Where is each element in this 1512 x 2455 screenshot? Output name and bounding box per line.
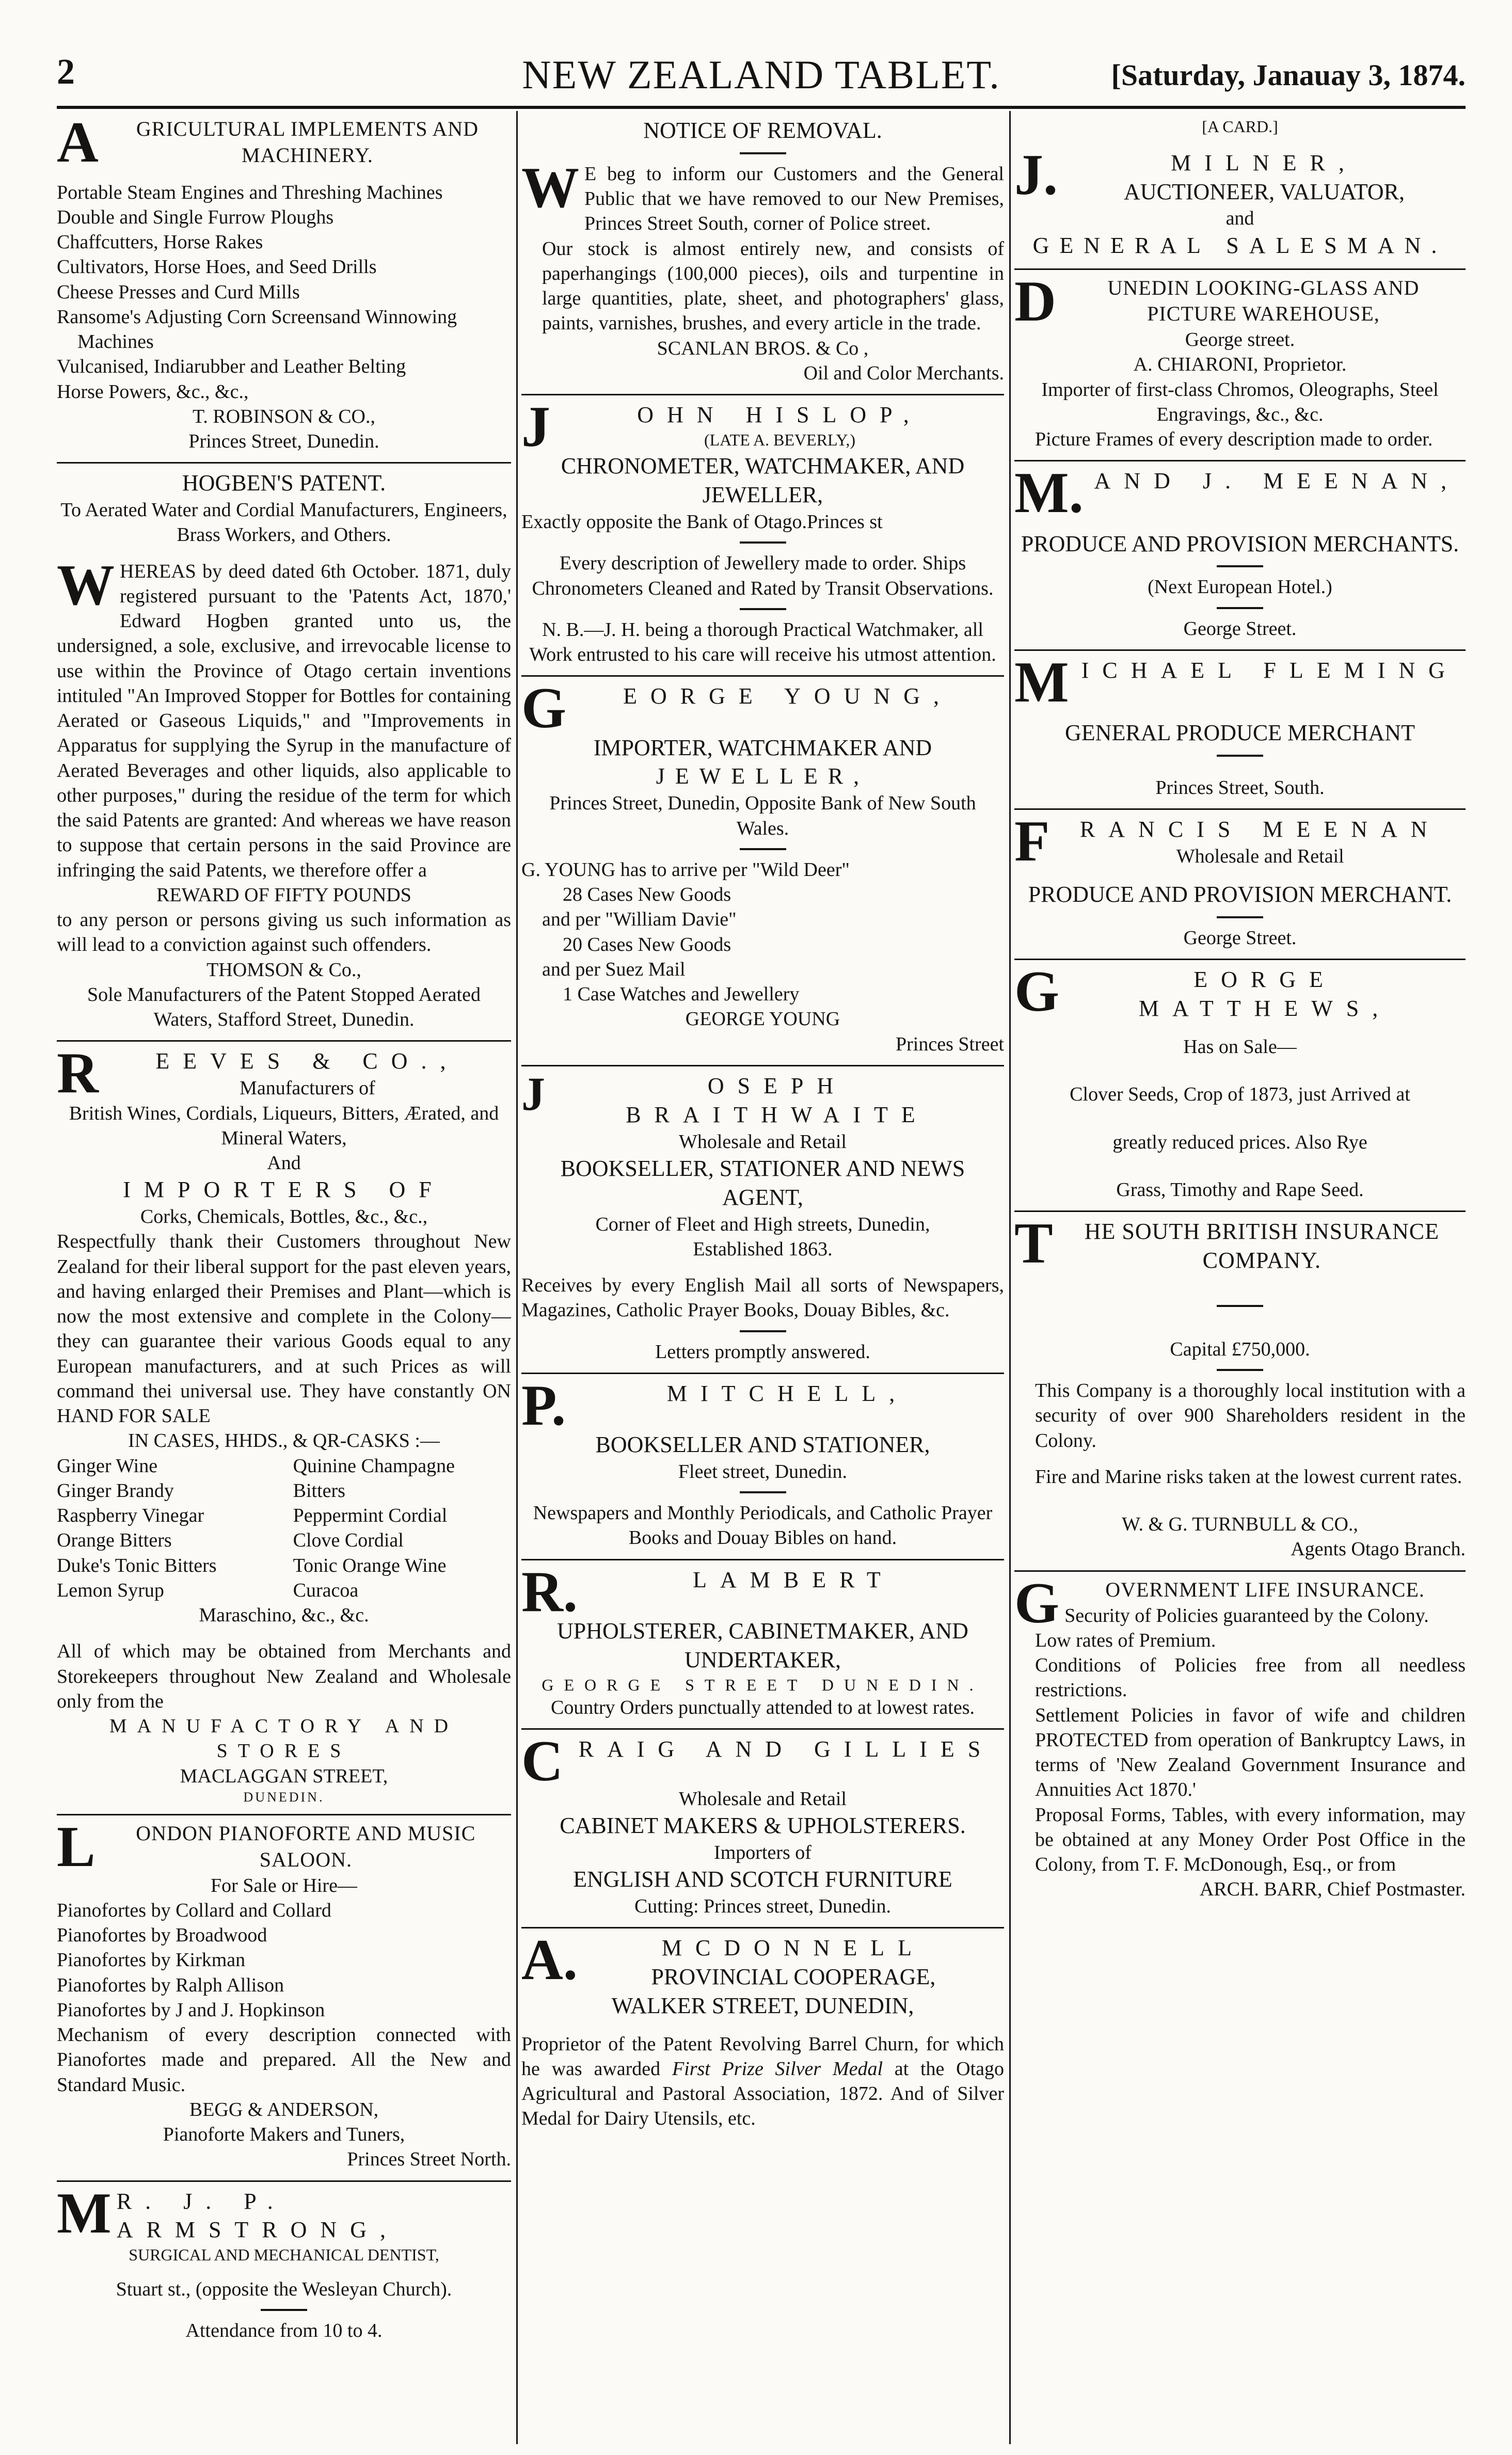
divider: [1217, 565, 1263, 567]
drop-cap: J: [521, 1067, 545, 1120]
product-row: [57, 1528, 511, 1553]
trade-line: GENERAL PRODUCE MERCHANT: [1065, 720, 1415, 746]
ad-government-life-insurance: [1014, 1572, 1466, 1910]
ad-title: MCDONNELL: [661, 1935, 926, 1961]
product-name: Clove Cordial: [293, 1529, 404, 1552]
firm-name: THOMSON & Co.,: [206, 959, 361, 981]
firm-address: WALKER STREET, DUNEDIN,: [611, 1992, 914, 2018]
street-line: Princes Street, South.: [1155, 776, 1325, 799]
product-name: Quinine Champagne: [293, 1455, 455, 1477]
firm-name: T. ROBINSON & CO.,: [193, 405, 375, 427]
ad-body: Country Orders punctually attended to at lowest rates.: [550, 1697, 975, 1719]
ad-subtitle: Wholesale and Retail: [679, 1788, 847, 1810]
masthead: [57, 46, 1466, 108]
drop-cap: D: [1014, 269, 1056, 333]
drop-cap: C: [521, 1729, 563, 1794]
drop-cap: M.: [1014, 461, 1084, 525]
drop-cap: J.: [1014, 142, 1058, 207]
ad-j-milner: [1014, 111, 1466, 270]
ad-body: Picture Frames of every description made to order.: [1035, 428, 1433, 451]
divider: [740, 152, 786, 154]
body-text: Proprietor of the Patent Revolving Barrel Churn, for which he was awarded: [521, 2033, 1004, 2080]
divider: [1217, 607, 1263, 609]
ad-subtitle: Wholesale and Retail: [679, 1130, 847, 1153]
ad-title: OSEPH BRAITHWAITE: [626, 1073, 929, 1127]
divider: [740, 608, 786, 610]
ad-r-lambert: [521, 1560, 1004, 1730]
product-line: Corks, Chemicals, Bottles, &c., &c.,: [140, 1206, 428, 1228]
product-row: [57, 1478, 511, 1503]
page-number: 2: [57, 52, 75, 92]
ad-reeves-and-co: [57, 1042, 511, 1815]
footer-line: Letters promptly answered.: [655, 1341, 870, 1363]
ad-body: Mechanism of every description connected with Pianofortes made and prepared. All the New and Standard Music.: [57, 2024, 511, 2096]
list-item: Double and Single Furrow Ploughs: [57, 206, 334, 228]
goods-line: ENGLISH AND SCOTCH FURNITURE: [573, 1866, 952, 1892]
trade-line: UPHOLSTERER, CABINETMAKER, AND UNDERTAKER,: [557, 1618, 968, 1672]
firm-name: SCANLAN BROS. & Co ,: [657, 337, 869, 359]
drop-cap: W: [521, 155, 579, 220]
and-line: and: [1225, 208, 1254, 230]
established-line: Established 1863.: [693, 1238, 833, 1260]
ad-subtitle: Manufacturers of: [240, 1077, 375, 1099]
arrival-detail: 1 Case Watches and Jewellery: [563, 983, 800, 1005]
column-2: [521, 111, 1004, 2444]
list-item: Horse Powers, &c., &c.,: [57, 380, 249, 403]
cases-line: IN CASES, HHDS., & QR-CASKS :—: [128, 1430, 440, 1452]
product-name: Duke's Tonic Bitters: [57, 1554, 217, 1576]
firm-address: Princes Street, Dunedin.: [188, 431, 379, 453]
firm-address: Cutting: Princes street, Dunedin.: [634, 1895, 892, 1917]
ad-body: Clover Seeds, Crop of 1873, just Arrived at: [1070, 1083, 1410, 1106]
trade-line: PRODUCE AND PROVISION MERCHANTS.: [1021, 531, 1459, 556]
drop-cap: G: [1014, 960, 1060, 1024]
product-name: Maraschino, &c., &c.: [199, 1604, 369, 1627]
column-rule: [516, 111, 518, 2444]
drop-cap: R: [57, 1041, 99, 1106]
arrival-detail: 20 Cases New Goods: [563, 933, 731, 955]
ad-p-mitchell: [521, 1374, 1004, 1560]
product-list: [57, 1898, 511, 2022]
ad-michael-fleming: [1014, 651, 1466, 810]
list-item: Ransome's Adjusting Corn Screensand Winnowing Machines: [57, 306, 457, 353]
ad-hogbens-patent: [57, 464, 511, 1042]
divider: [740, 1491, 786, 1493]
ad-title: OVERNMENT LIFE INSURANCE.: [1105, 1577, 1425, 1601]
firm-name: BEGG & ANDERSON,: [189, 2098, 379, 2121]
arrival-detail: 28 Cases New Goods: [563, 884, 731, 905]
product-name: Ginger Wine: [57, 1455, 158, 1477]
signature: GEORGE YOUNG: [685, 1008, 840, 1030]
ad-title: EORGE MATTHEWS,: [1138, 967, 1392, 1022]
drop-cap: M: [1014, 650, 1069, 714]
drop-cap: P.: [521, 1373, 566, 1438]
trade-line: BOOKSELLER AND STATIONER,: [595, 1431, 930, 1457]
product-name: Bitters: [293, 1479, 345, 1502]
list-item: Cheese Presses and Curd Mills: [57, 281, 300, 303]
ad-subtitle: (LATE A. BEVERLY,): [704, 431, 856, 449]
ad-subtitle: Has on Sale—: [1183, 1036, 1297, 1058]
list-item: Pianofortes by Broadwood: [57, 1924, 267, 1947]
hours-line: Attendance from 10 to 4.: [185, 2320, 383, 2342]
firm-description: Sole Manufacturers of the Patent Stopped Aerated Waters, Stafford Street, Dunedin.: [87, 983, 481, 1031]
trade-line: IMPORTER, WATCHMAKER AND: [593, 735, 932, 760]
firm-address: Princes Street, Dunedin, Opposite Bank of New South Wales.: [549, 792, 976, 839]
ad-title: HOGBEN'S PATENT.: [182, 470, 386, 496]
drop-cap: M: [57, 2181, 112, 2245]
ad-subtitle: For Sale or Hire—: [211, 1874, 357, 1896]
firm-address: Fleet street, Dunedin.: [678, 1460, 848, 1482]
product-row: [57, 1454, 511, 1478]
ad-a-mcdonnell: [521, 1928, 1004, 2140]
trade-line: JEWELLER,: [656, 763, 870, 789]
product-row: [57, 1553, 511, 1578]
drop-cap: T: [1014, 1211, 1053, 1276]
drop-cap: A.: [521, 1928, 578, 1992]
ad-joseph-braithwaite: [521, 1066, 1004, 1374]
drop-cap: L: [57, 1814, 96, 1879]
firm-address: Stuart st., (opposite the Wesleyan Church).: [116, 2278, 452, 2300]
ad-body: Low rates of Premium.: [1035, 1629, 1216, 1651]
ad-title: HE SOUTH BRITISH INSURANCE COMPANY.: [1084, 1219, 1439, 1273]
ad-george-young: [521, 677, 1004, 1066]
masthead-rule: [57, 106, 1466, 109]
drop-cap: A: [57, 111, 99, 174]
paper-title: NEW ZEALAND TABLET.: [522, 52, 1000, 97]
list-item: Pianofortes by Collard and Collard: [57, 1899, 331, 1921]
ad-subtitle: Wholesale and Retail: [1176, 846, 1344, 868]
street-line: George Street.: [1183, 927, 1297, 949]
ad-body: E beg to inform our Customers and the General Public that we have removed to our New Premises, Princes Street South, corner of Police street.: [584, 163, 1004, 235]
divider: [1217, 1305, 1263, 1307]
column-rule: [1009, 111, 1011, 2444]
list-item: Pianofortes by Ralph Allison: [57, 1974, 284, 1996]
ad-title: LAMBERT: [693, 1567, 894, 1592]
factory-line: MANUFACTORY AND STORES: [109, 1715, 459, 1762]
ad-title: NOTICE OF REMOVAL.: [643, 118, 882, 143]
ad-body: to any person or persons giving us such information as will lead to a conviction against such offenders.: [57, 909, 511, 956]
and-line: And: [267, 1152, 301, 1174]
ad-title: OHN HISLOP,: [637, 402, 922, 428]
arrival-detail: and per "William Davie": [542, 908, 737, 931]
list-item: Cultivators, Horse Hoes, and Seed Drills: [57, 256, 377, 278]
list-item: Vulcanised, Indiarubber and Leather Belting: [57, 356, 406, 378]
ad-body: Our stock is almost entirely new, and consists of paperhangings (100,000 pieces), oils and turpentine in large quantities, plate, sheet, and photographers' glass, paints, varnishes, brushes, and every article in the trade.: [542, 237, 1004, 334]
ad-body: Conditions of Policies free from all needless restrictions.: [1035, 1654, 1466, 1701]
ad-body: Grass, Timothy and Rape Seed.: [1116, 1178, 1364, 1201]
trade-line: CHRONOMETER, WATCHMAKER, AND JEWELLER,: [561, 453, 965, 508]
trade-line: SURGICAL AND MECHANICAL DENTIST,: [129, 2245, 439, 2265]
product-line: British Wines, Cordials, Liqueurs, Bitters, Ærated, and Mineral Waters,: [69, 1102, 499, 1149]
product-name: Curacoa: [293, 1579, 359, 1601]
trade-line: GENERAL SALESMAN.: [1032, 232, 1447, 258]
product-row: [57, 1503, 511, 1528]
firm-address: Corner of Fleet and High streets, Dunedin,: [595, 1213, 930, 1235]
ad-body: greatly reduced prices. Also Rye: [1112, 1131, 1367, 1153]
list-item: Portable Steam Engines and Threshing Machines: [57, 181, 443, 203]
list-item: Pianofortes by J and J. Hopkinson: [57, 1999, 325, 2021]
trade-line: CABINET MAKERS & UPHOLSTERERS.: [560, 1812, 966, 1838]
ad-title: MITCHELL,: [666, 1380, 909, 1406]
capital-line: Capital £750,000.: [1170, 1338, 1310, 1360]
street-line: MACLAGGAN STREET,: [180, 1765, 388, 1787]
product-table: [57, 1454, 511, 1603]
ad-body: Every description of Jewellery made to order. Ships Chronometers Cleaned and Rated by Transit Observations.: [532, 552, 994, 599]
city-line: DUNEDIN.: [243, 1789, 325, 1805]
divider: [1217, 755, 1263, 757]
ad-notice-of-removal: [521, 111, 1004, 395]
ad-london-pianoforte: [57, 1815, 511, 2182]
list-item: Chaffcutters, Horse Rakes: [57, 231, 263, 253]
trade-line: PRODUCE AND PROVISION MERCHANT.: [1028, 882, 1452, 907]
divider: [740, 848, 786, 850]
ad-body: Importer of first-class Chromos, Oleographs, Steel Engravings, &c., &c.: [1041, 378, 1439, 425]
product-name: Tonic Orange Wine: [293, 1554, 447, 1576]
firm-description: Oil and Color Merchants.: [803, 362, 1004, 384]
ad-south-british-insurance: [1014, 1212, 1466, 1572]
ad-title: ONDON PIANOFORTE AND MUSIC SALOON.: [136, 1821, 476, 1871]
card-label: [A CARD.]: [1202, 117, 1278, 136]
ad-body: HEREAS by deed dated 6th October. 1871, duly registered pursuant to the 'Patents Act, 1870,' Edward Hogben granted unto us, the undersigned, a sole, exclusive, and irrevocable license to use within the Province of Otago certain inventions intituled "An Improved Stopper for Bottles for containing Aerated or Gaseous Liquids," and "Improvements in Apparatus for supplying the Syrup in the manufacture of Aerated Beverages and other liquids, also applicable to other purposes," during the residue of the term for which the said Patents are granted: And whereas we have reason to suppose that certain persons in the said Province are infringing the said Patents, we therefore offer a: [57, 560, 511, 881]
ad-body: Fire and Marine risks taken at the lowest current rates.: [1035, 1465, 1462, 1488]
ad-title: MILNER,: [1171, 150, 1358, 176]
ad-body: This Company is a thoroughly local institution with a security of over 900 Shareholders resident in the Colony.: [1035, 1380, 1466, 1452]
signature-address: Princes Street: [895, 1033, 1004, 1055]
firm-description: Agents Otago Branch.: [1291, 1538, 1466, 1560]
ad-body: Respectfully thank their Customers throughout New Zealand for their liberal support for the past eleven years, and having enlarged their Premises and Plant—which is now the most extensive and complete in the Colony—they can guarantee their various Goods equal to any European manufacturers, and at such Prices as will command thei universal use. They have constantly ON HAND FOR SALE: [57, 1231, 511, 1427]
firm-name: W. & G. TURNBULL & CO.,: [1122, 1513, 1358, 1536]
importers-line: Importers of: [714, 1841, 811, 1863]
drop-cap: W: [57, 553, 115, 617]
product-name: Peppermint Cordial: [293, 1505, 448, 1527]
ad-body: Settlement Policies in favor of wife and children PROTECTED from operation of Bankruptcy Laws, in terms of 'New Zealand Government Insurance and Annuities Act 1870.': [1035, 1704, 1466, 1801]
ad-dunedin-looking-glass: [1014, 270, 1466, 462]
body-text: at the Otago Agricultural and Pastoral Association, 1872. And of Silver Medal for Dairy Utensils, etc.: [521, 2058, 1004, 2130]
ad-francis-meenan: [1014, 810, 1466, 960]
ad-body: Proposal Forms, Tables, with every information, may be obtained at any Money Order Post Office in the Colony, from T. F. McDonough, Esq., or from: [1035, 1804, 1466, 1876]
dateline: [Saturday, Janauay 3, 1874.: [1111, 58, 1466, 92]
divider: [740, 541, 786, 544]
trade-line: PROVINCIAL COOPERAGE,: [651, 1964, 936, 1989]
column-1: [57, 111, 511, 2444]
ad-title: ICHAEL FLEMING: [1081, 657, 1458, 683]
ad-body: Security of Policies guaranteed by the Colony.: [1064, 1604, 1429, 1627]
ad-armstrong-dentist: [57, 2182, 511, 2352]
product-row: [57, 1578, 511, 1603]
list-item: Pianofortes by Kirkman: [57, 1949, 246, 1971]
firm-description: Pianoforte Makers and Tuners,: [163, 2124, 405, 2146]
product-name: Raspberry Vinegar: [57, 1505, 204, 1527]
ad-body: All of which may be obtained from Merchants and Storekeepers throughout New Zealand and Wholesale only from the: [57, 1640, 511, 1712]
ad-title: EEVES & CO.,: [155, 1048, 459, 1074]
prize-text: First Prize Silver Medal: [672, 2058, 883, 2080]
signature: ARCH. BARR, Chief Postmaster.: [1199, 1878, 1466, 1901]
ad-title: RAIG AND GILLIES: [578, 1736, 994, 1762]
arrival-line: G. YOUNG has to arrive per "Wild Deer": [521, 858, 850, 881]
ad-m-and-j-meenan: [1014, 461, 1466, 651]
product-name: Ginger Brandy: [57, 1479, 174, 1502]
drop-cap: G: [1014, 1571, 1060, 1635]
divider: [1217, 916, 1263, 918]
ad-title: R. J. P. ARMSTRONG,: [116, 2188, 399, 2243]
ad-title: GRICULTURAL IMPLEMENTS AND MACHINERY.: [136, 117, 479, 167]
drop-cap: R.: [521, 1559, 578, 1624]
firm-address: GEORGE STREET DUNEDIN.: [542, 1675, 984, 1694]
trade-line: AUCTIONEER, VALUATOR,: [1124, 179, 1405, 204]
column-3: [1014, 111, 1466, 2444]
reward-line: REWARD OF FIFTY POUNDS: [156, 884, 411, 906]
product-name: Lemon Syrup: [57, 1579, 164, 1601]
ad-body: Receives by every English Mail all sorts of Newspapers, Magazines, Catholic Prayer Books, Douay Bibles, &c.: [521, 1274, 1004, 1321]
nota-bene: N. B.—J. H. being a thorough Practical Watchmaker, all Work entrusted to his care will receive his utmost attention.: [529, 618, 996, 666]
ad-body: Newspapers and Monthly Periodicals, and Catholic Prayer Books and Douay Bibles on hand.: [533, 1502, 993, 1549]
street-line: George street.: [1185, 329, 1295, 351]
drop-cap: J: [521, 395, 550, 459]
ad-title: AND J. MEENAN,: [1094, 468, 1460, 494]
ad-body: [521, 2032, 1004, 2131]
arrival-detail: and per Suez Mail: [542, 958, 686, 980]
trade-line: BOOKSELLER, STATIONER AND NEWS AGENT,: [560, 1155, 965, 1210]
firm-address: Princes Street North.: [347, 2148, 511, 2171]
importers-line: IMPORTERS OF: [123, 1177, 445, 1203]
location-note: (Next European Hotel.): [1148, 576, 1332, 598]
street-line: George Street.: [1183, 617, 1297, 640]
ad-george-matthews: [1014, 960, 1466, 1212]
drop-cap: F: [1014, 809, 1050, 874]
ad-craig-and-gillies: [521, 1730, 1004, 1928]
divider: [740, 1330, 786, 1332]
product-name: Orange Bitters: [57, 1529, 172, 1552]
divider: [1217, 1369, 1263, 1371]
product-list: [57, 180, 511, 404]
firm-address: Exactly opposite the Bank of Otago.Princes st: [521, 511, 883, 533]
ad-subtitle: To Aerated Water and Cordial Manufacturers, Engineers, Brass Workers, and Others.: [60, 499, 507, 546]
proprietor-line: A. CHIARONI, Proprietor.: [1133, 354, 1347, 376]
ad-john-hislop: [521, 395, 1004, 677]
ad-title: UNEDIN LOOKING-GLASS AND PICTURE WAREHOUSE,: [1107, 276, 1420, 326]
divider: [261, 2309, 307, 2311]
ad-agricultural-implements: [57, 111, 511, 464]
ad-title: RANCIS MEENAN: [1079, 817, 1441, 842]
ad-title: EORGE YOUNG,: [623, 683, 953, 709]
drop-cap: G: [521, 676, 567, 741]
